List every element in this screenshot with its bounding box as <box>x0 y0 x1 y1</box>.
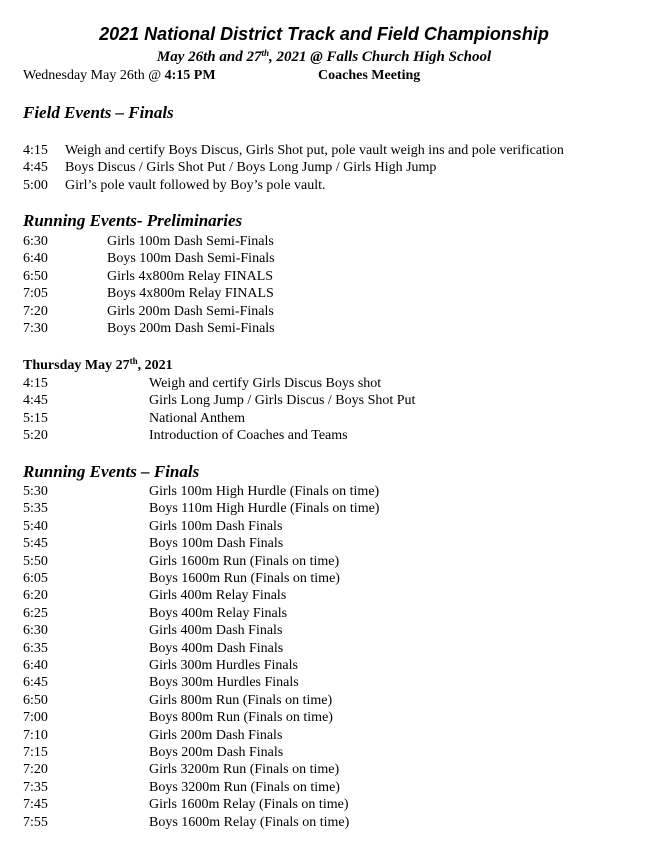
event-time: 7:10 <box>23 727 48 743</box>
section-heading-running-finals: Running Events – Finals <box>23 462 200 481</box>
event-time: 7:20 <box>23 303 48 319</box>
event-time: 6:40 <box>23 658 48 673</box>
event-name: Boys Discus / Girls Shot Put / Boys Long Jump / Girls High Jump <box>65 160 437 176</box>
event-time: 5:45 <box>23 536 48 552</box>
schedule-row <box>23 320 643 337</box>
section-heading-running-prelims: Running Events- Preliminaries <box>23 211 243 230</box>
event-time: 5:00 <box>23 177 48 193</box>
schedule-row <box>23 674 643 691</box>
schedule-row <box>23 285 643 302</box>
event-name: Boys 100m Dash Finals <box>149 536 284 552</box>
event-time: 6:30 <box>23 623 48 639</box>
event-name: Boys 200m Dash Semi-Finals <box>107 321 275 336</box>
event-time: 6:20 <box>23 588 48 604</box>
page-title: 2021 National District Track and Field Championship <box>99 24 549 44</box>
event-name: Girl’s pole vault followed by Boy’s pole vault. <box>65 177 326 193</box>
schedule-row <box>23 410 643 427</box>
event-time: 4:45 <box>23 393 48 409</box>
event-name: Boys 1600m Relay (Finals on time) <box>149 814 350 830</box>
event-name: Girls Long Jump / Girls Discus / Boys Shot Put <box>149 393 416 409</box>
event-time: 6:25 <box>23 605 48 621</box>
event-name: Girls 100m Dash Finals <box>149 518 283 534</box>
thursday-heading <box>23 357 173 374</box>
schedule-row <box>23 779 643 796</box>
schedule-row <box>23 761 643 778</box>
page-subtitle <box>0 48 648 66</box>
event-name: Girls 400m Dash Finals <box>149 623 283 639</box>
event-name: Weigh and certify Girls Discus Boys shot <box>149 376 382 391</box>
schedule-row <box>23 303 643 320</box>
event-name: Boys 200m Dash Finals <box>149 745 284 760</box>
event-name: Introduction of Coaches and Teams <box>149 428 348 444</box>
event-time: 6:40 <box>23 251 48 267</box>
schedule-row <box>23 177 643 194</box>
schedule-row <box>23 796 643 813</box>
event-time: 4:15 <box>23 376 48 391</box>
schedule-row <box>23 483 643 500</box>
event-time: 7:05 <box>23 286 48 302</box>
event-time: 6:50 <box>23 692 48 708</box>
event-name: Girls 1600m Run (Finals on time) <box>149 553 340 569</box>
event-name: Boys 1600m Run (Finals on time) <box>149 571 340 586</box>
schedule-row <box>23 142 643 159</box>
event-time: 6:30 <box>23 234 48 249</box>
event-time: 6:35 <box>23 640 48 656</box>
schedule-row <box>23 159 643 176</box>
event-time: 6:45 <box>23 675 48 691</box>
schedule-row <box>23 427 643 444</box>
event-time: 5:35 <box>23 501 48 517</box>
event-name: Boys 800m Run (Finals on time) <box>149 710 333 726</box>
schedule-row <box>23 268 643 285</box>
schedule-row <box>23 814 643 831</box>
schedule-row <box>23 727 643 744</box>
event-time: 7:55 <box>23 814 48 830</box>
schedule-row <box>23 518 643 535</box>
event-name: Girls 200m Dash Finals <box>149 727 283 743</box>
thursday-ordinal: th <box>129 356 138 366</box>
event-name: Boys 3200m Run (Finals on time) <box>149 779 340 795</box>
event-name: Girls 300m Hurdles Finals <box>149 658 298 673</box>
schedule-row <box>23 605 643 622</box>
event-name: Girls 800m Run (Finals on time) <box>149 692 333 708</box>
event-name: Boys 400m Relay Finals <box>149 605 288 621</box>
event-time: 5:40 <box>23 518 48 534</box>
event-name: Boys 400m Dash Finals <box>149 640 284 656</box>
event-time: 7:00 <box>23 710 48 726</box>
event-name: Boys 300m Hurdles Finals <box>149 675 299 691</box>
event-time: 7:45 <box>23 797 48 813</box>
schedule-row <box>23 622 643 639</box>
event-name: Boys 100m Dash Semi-Finals <box>107 251 275 267</box>
schedule-row <box>23 392 643 409</box>
schedule-row <box>23 535 643 552</box>
event-name: Girls 100m High Hurdle (Finals on time) <box>149 484 380 499</box>
meeting-time: 4:15 PM <box>164 68 216 83</box>
schedule-row <box>23 500 643 517</box>
event-time: 5:50 <box>23 553 48 569</box>
event-time: 5:15 <box>23 410 48 426</box>
event-name: Girls 100m Dash Semi-Finals <box>107 234 274 249</box>
event-time: 7:30 <box>23 321 48 336</box>
section-heading-field-finals: Field Events – Finals <box>23 103 174 122</box>
schedule-row <box>23 709 643 726</box>
subtitle-dates: May 26th and 27 <box>156 49 262 65</box>
schedule-row <box>23 692 643 709</box>
subtitle-ordinal: th <box>261 48 269 58</box>
event-time: 5:30 <box>23 484 48 499</box>
event-name: Weigh and certify Boys Discus, Girls Shot put, pole vault weigh ins and pole verification <box>65 143 564 158</box>
event-name: Girls 3200m Run (Finals on time) <box>149 762 340 778</box>
schedule-row <box>23 640 643 657</box>
event-time: 5:20 <box>23 428 48 444</box>
schedule-row <box>23 587 643 604</box>
thursday-date: Thursday May 27 <box>23 358 130 373</box>
event-time: 4:45 <box>23 160 48 176</box>
schedule-row <box>23 657 643 674</box>
event-name: Girls 4x800m Relay FINALS <box>107 268 274 284</box>
schedule-row <box>23 744 643 761</box>
schedule-row <box>23 250 643 267</box>
event-time: 7:20 <box>23 762 48 778</box>
event-name: National Anthem <box>149 410 246 426</box>
thursday-year: , 2021 <box>137 358 173 373</box>
schedule-row <box>23 375 643 392</box>
event-name: Girls 400m Relay Finals <box>149 588 287 604</box>
event-time: 6:50 <box>23 268 48 284</box>
event-name: Boys 4x800m Relay FINALS <box>107 286 274 302</box>
event-time: 4:15 <box>23 143 48 158</box>
schedule-row <box>23 553 643 570</box>
schedule-row <box>23 233 643 250</box>
meeting-label: Coaches Meeting <box>318 68 421 83</box>
meeting-day: Wednesday May 26th @ <box>23 68 165 83</box>
event-time: 7:35 <box>23 779 48 795</box>
event-name: Girls 200m Dash Semi-Finals <box>107 303 274 319</box>
event-time: 6:05 <box>23 571 48 586</box>
event-name: Girls 1600m Relay (Finals on time) <box>149 797 349 813</box>
event-time: 7:15 <box>23 745 48 760</box>
coaches-meeting-line <box>23 67 216 84</box>
schedule-row <box>23 570 643 587</box>
event-name: Boys 110m High Hurdle (Finals on time) <box>149 501 380 517</box>
subtitle-venue: , 2021 @ Falls Church High School <box>269 49 492 65</box>
